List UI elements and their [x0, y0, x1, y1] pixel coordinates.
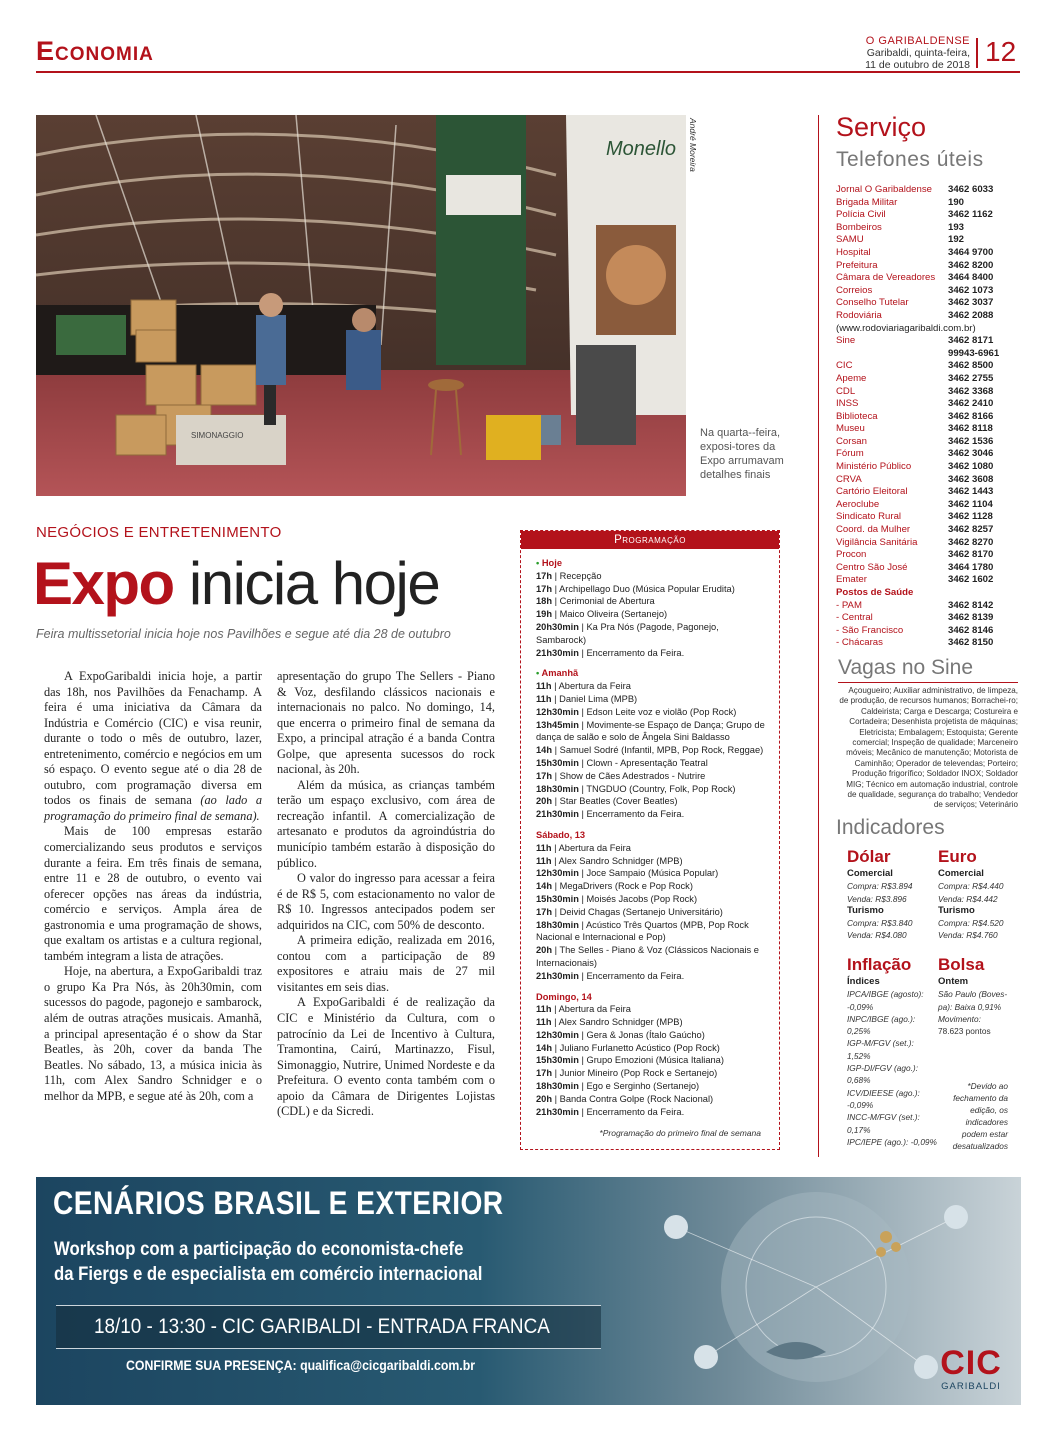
- inflacao-title: Inflação: [847, 955, 912, 974]
- euro-title: Euro: [938, 847, 977, 866]
- indicadores-title: Indicadores: [836, 816, 945, 839]
- vagas-title: Vagas no Sine: [838, 656, 974, 679]
- programacao-event: 21h30min | Encerramento da Feira.: [536, 1106, 685, 1117]
- programacao-event: 17h | Archipellago Duo (Música Popular Erudita): [536, 583, 735, 594]
- photo-caption: Na quarta--feira, exposi-tores da Expo arrumavam detalhes finais: [700, 427, 784, 481]
- inflacao-line: 0,17%: [847, 1124, 871, 1135]
- expo-pavilion-illustration: [36, 115, 686, 496]
- programacao-event: 20h30min | Ka Pra Nós (Pagode, Pagonejo, Sambarock): [536, 621, 719, 645]
- euro-comercial-venda: Venda: R$4.442: [938, 893, 998, 904]
- article-column-2: [277, 669, 495, 1120]
- phone-row: Vigilância Sanitária 3462 8270: [836, 536, 994, 548]
- article-subhead: Feira multissetorial inicia hoje nos Pavilhões e segue até dia 28 de outubro: [36, 627, 451, 641]
- section-title: Economia: [36, 36, 154, 66]
- euro-comercial-label: Comercial: [938, 868, 984, 879]
- phone-row: Ministério Público 3462 1080: [836, 461, 994, 473]
- header-rule: [36, 71, 1020, 73]
- programacao-event: 18h | Cerimonial de Abertura: [536, 596, 655, 607]
- phone-row: (www.rodoviariagaribaldi.com.br): [836, 322, 976, 334]
- ad-banner[interactable]: [36, 1177, 1021, 1405]
- cic-logo-sub: GARIBALDI: [941, 1381, 1001, 1392]
- programacao-event: 14h | MegaDrivers (Rock e Pop Rock): [536, 881, 693, 892]
- euro-turismo-label: Turismo: [938, 904, 975, 916]
- masthead: [865, 35, 970, 71]
- phone-row: Jornal O Garibaldense 3462 6033: [836, 184, 994, 195]
- inflacao-line: 1,52%: [847, 1050, 871, 1061]
- euro-comercial-compra: Compra: R$4.440: [938, 881, 1004, 892]
- paragraph: apresentação do grupo The Sellers - Piano & Voz, desfilando clássicos nacionais e internacionais no palco. No domingo, 14, que encerra o primeiro final de semana da Expo, a principal atração é a banda Contra Golpe, que apresenta sucessos do rock nacional, às 20h.: [277, 669, 495, 777]
- indicadores-note: *Devido ao fechamento da edição, os indicadores podem estar desatualizados: [952, 1081, 1008, 1151]
- inflacao-line: INCC-M/FGV (set.):: [847, 1112, 920, 1123]
- programacao-event: 17h | Junior Mineiro (Pop Rock e Sertanejo): [536, 1068, 718, 1079]
- programacao-day: Sábado, 13: [536, 829, 586, 840]
- programacao-event: 15h30min | Clown - Apresentação Teatral: [536, 757, 708, 768]
- phone-row: CDL 3462 3368: [836, 385, 994, 397]
- phone-row: INSS 3462 2410: [836, 398, 994, 410]
- dolar-block: [847, 846, 935, 942]
- programacao-event: 21h30min | Encerramento da Feira.: [536, 809, 685, 820]
- programacao-day: • Amanhã: [536, 668, 579, 679]
- euro-block: [938, 846, 1023, 942]
- euro-turismo-venda: Venda: R$4.760: [938, 930, 998, 941]
- programacao-day: • Hoje: [536, 558, 562, 568]
- programacao-event: 14h | Juliano Furlanetto Acústico (Pop Rock): [536, 1042, 720, 1053]
- phone-row: - PAM 3462 8142: [836, 599, 994, 611]
- article-headline: [33, 549, 439, 619]
- paragraph: O valor do ingresso para acessar a feira é de R$ 5, com estacionamento no valor de R$ 10. Ingressos antecipados podem ser adquiridos na CIC, com 50% de desconto.: [277, 871, 495, 932]
- dolar-turismo-venda: Venda: R$4.080: [847, 930, 907, 941]
- phone-row: Brigada Militar 190: [836, 196, 965, 208]
- inflacao-line: IPCA/IBGE (agosto):: [847, 989, 924, 1000]
- programacao-event: 12h30min | Gera & Jonas (Ítalo Gaúcho): [536, 1029, 705, 1040]
- phone-row: Biblioteca 3462 8166: [836, 410, 994, 422]
- signage-text: Monello: [606, 138, 677, 160]
- bolsa-line: 78.623 pontos: [938, 1026, 991, 1037]
- dolar-turismo-label: Turismo: [847, 904, 884, 916]
- page-number: 12: [985, 36, 1017, 67]
- programacao-event: 11h | Abertura da Feira: [536, 681, 631, 692]
- page-number-divider: [976, 38, 978, 68]
- inflacao-line: -0,09%: [847, 1001, 874, 1012]
- programacao-event: 11h | Abertura da Feira: [536, 1004, 631, 1015]
- inflacao-lines: [847, 988, 937, 1148]
- inflacao-line: 0,68%: [847, 1075, 871, 1086]
- programacao-event: 17h | Show de Cães Adestrados - Nutrire: [536, 770, 706, 781]
- italic-aside: (ao lado a programação do primeiro final de semana).: [44, 793, 262, 823]
- inflacao-line: 0,25%: [847, 1026, 871, 1037]
- ad-subtitle-line: da Fiergs e de especialista em comércio internacional: [54, 1264, 483, 1285]
- inflacao-label: Índices: [847, 976, 880, 987]
- dolar-title: Dólar: [847, 847, 891, 866]
- article-column-1: [44, 669, 262, 1104]
- phone-row: - Chácaras 3462 8150: [836, 637, 994, 649]
- phone-row: Cartório Eleitoral 3462 1443: [836, 486, 994, 498]
- programacao-event: 21h30min | Encerramento da Feira.: [536, 647, 685, 658]
- phone-row: CIC 3462 8500: [836, 360, 994, 372]
- cic-logo-text: CIC: [940, 1344, 1002, 1382]
- phone-row: - São Francisco 3462 8146: [836, 624, 994, 636]
- cic-logo: [931, 1345, 1011, 1392]
- phone-row: Correios 3462 1073: [836, 284, 994, 296]
- photo-credit: André Moreira: [688, 118, 698, 172]
- expo-photo: [36, 115, 686, 496]
- dolar-turismo-compra: Compra: R$3.840: [847, 918, 913, 929]
- ad-subtitle-line: Workshop com a participação do economista-chefe: [54, 1239, 464, 1260]
- phones-title: Telefones úteis: [836, 148, 984, 171]
- bolsa-line: pa): Baixa 0,91%: [938, 1001, 1002, 1012]
- bullet-icon: •: [536, 558, 542, 568]
- vagas-rule: [838, 682, 1018, 683]
- programacao-event: 12h30min | Edson Leite voz e violão (Pop Rock): [536, 706, 737, 717]
- phone-row: Hospital 3464 9700: [836, 246, 994, 258]
- sidebar-divider: [818, 115, 819, 1157]
- phone-row: Procon 3462 8170: [836, 549, 994, 561]
- box-label: SIMONAGGIO: [191, 431, 244, 440]
- phone-row: Sindicato Rural 3462 1128: [836, 511, 993, 523]
- phone-row: Corsan 3462 1536: [836, 435, 994, 447]
- programacao-event: 20h | Star Beatles (Cover Beatles): [536, 796, 678, 807]
- article-kicker: NEGÓCIOS E ENTRETENIMENTO: [36, 524, 282, 541]
- programacao-title: Programação: [521, 531, 779, 549]
- bullet-icon: •: [536, 668, 542, 679]
- phone-row: Câmara de Vereadores 3464 8400: [836, 272, 994, 284]
- paragraph: Hoje, na abertura, a ExpoGaribaldi traz o grupo Ka Pra Nós, às 20h30min, com sucessos do pagode, pagonejo e sambarock, além de outras atrações musicais. Amanhã, a principal apresentação é o show da Star Beatles, às 20h, cover da banda The Beatles. No sábado, 13, a música inicia às 11h, com Alex Sandro Schnidger e o melhor da MPB, e segue até às 20h, com a: [44, 964, 262, 1103]
- programacao-event: 17h | Recepção: [536, 570, 602, 581]
- programacao-event: 18h30min | Ego e Serginho (Sertanejo): [536, 1081, 700, 1092]
- programacao-event: 11h | Abertura da Feira: [536, 842, 631, 853]
- paragraph: Mais de 100 empresas estarão comercializando seus produtos e serviços durante a feira. Em três finais de semana, entre 11 e 28 de outubro, o evento vai oferecer opções nas áreas da indústria, comércio e serviços. Ampla área de gastronomia e uma programação de shows, que exaltam os artistas e a cultura regional, também integram a lista de atrações.: [44, 824, 262, 963]
- paragraph: A primeira edição, realizada em 2016, contou com a participação de 89 expositores e atraiu mais de 27 mil visitantes em seis dias.: [277, 933, 495, 994]
- paragraph: A ExpoGaribaldi inicia hoje, a partir das 18h, nos Pavilhões da Fenachamp. A feira é uma iniciativa da Câmara da Indústria e Comércio (CIC) e visa reunir, durante o todo o mês de outubro, lazer, entretenimento, comércio e negócios em um só espaço. O evento segue até o dia 28 de outubro, com programação diversa em todos os finais de semana (ao lado a programação do primeiro final de semana).: [44, 669, 262, 823]
- phone-row: CRVA 3462 3608: [836, 473, 994, 485]
- dateline-date: 11 de outubro de 2018: [865, 59, 970, 71]
- headline-bold: Expo: [33, 550, 174, 617]
- programacao-event: 20h | The Selles - Piano & Voz (Clássicos Nacionais e Internacionais): [536, 945, 759, 968]
- phone-row: Museu 3462 8118: [836, 423, 993, 435]
- programacao-event: 12h30min | Joce Sampaio (Música Popular): [536, 868, 719, 879]
- dolar-comercial-venda: Venda: R$3.896: [847, 893, 907, 904]
- phone-row: Conselho Tutelar 3462 3037: [836, 297, 994, 309]
- phone-row: SAMU 192: [836, 234, 965, 246]
- programacao-note: *Programação do primeiro final de semana: [599, 1128, 761, 1139]
- programacao-event: 20h | Banda Contra Golpe (Rock Nacional): [536, 1093, 714, 1104]
- programacao-box: [520, 530, 780, 1150]
- bolsa-title: Bolsa: [938, 955, 985, 974]
- paragraph: Além da música, as crianças também terão um espaço exclusivo, com área de recreação infantil. A comercialização de artesanato e produtos da agroindústria do município também estarão à disposição do público.: [277, 777, 495, 870]
- programacao-event: 18h30min | Acústico Três Quartos (MPB, Pop Rock Nacional e Internacional e Pop): [536, 919, 749, 943]
- phone-row: Centro São José 3464 1780: [836, 561, 994, 573]
- programacao-event: 17h | Deivid Chagas (Sertanejo Universitário): [536, 906, 723, 917]
- inflacao-block: [847, 954, 937, 1148]
- bolsa-line: Movimento:: [938, 1013, 981, 1024]
- vagas-text: Açougueiro; Auxiliar administrativo, de limpeza, de produção, de recursos humanos; Borrachei-ro; Caldeirista; Carga e Descarga; Costureira e Cortadeira; Desenhista projetista de máquinas; Eletricista; Embalagem; Estoquista; Gerente comercial; Inspeção de qualidade; Marceneiro móveis; Mecânico de manutenção; Motorista de Caminhão; Operador de televendas; Porteiro; Produção frigorífico; Soldador INOX; Soldador MIG; Técnico em automação industrial, controle de qualidade, segurança do trabalho; Vendedor de serviços; Veterinário: [839, 686, 1018, 810]
- bolsa-line: São Paulo (Boves-: [938, 989, 1008, 1000]
- programacao-list: [521, 549, 779, 1118]
- ad-confirm-link[interactable]: CONFIRME SUA PRESENÇA: qualifica@cicgaribaldi.com.br: [126, 1357, 476, 1373]
- dateline-weekday: Garibaldi, quinta-feira,: [866, 47, 970, 59]
- phone-row: Bombeiros 193: [836, 221, 965, 233]
- programacao-event: 11h | Daniel Lima (MPB): [536, 693, 638, 704]
- euro-turismo-compra: Compra: R$4.520: [938, 918, 1004, 929]
- phone-row: Emater 3462 1602: [836, 574, 994, 586]
- bolsa-block: [938, 954, 1023, 1037]
- phone-row: Aeroclube 3462 1104: [836, 498, 993, 510]
- programacao-event: 18h30min | TNGDUO (Country, Folk, Pop Rock): [536, 783, 736, 794]
- programacao-event: 14h | Samuel Sodré (Infantil, MPB, Pop Rock, Reggae): [536, 745, 764, 756]
- paragraph: A ExpoGaribaldi é de realização da CIC e Ministério da Cultura, com o patrocínio da Lei de Incentivo à Cultura, Tramontina, Cairú, Martinazzo, Fisul, Simonaggio, Nutrire, Unimed Nordeste e da Prefeitura. O evento conta também com o apoio da Câmara de Dirigentes Lojistas (CDL) e da Sicredi.: [277, 995, 495, 1119]
- phone-row: Rodoviária 3462 2088: [836, 309, 994, 321]
- phone-row: Prefeitura 3462 8200: [836, 259, 994, 271]
- phone-row: Coord. da Mulher 3462 8257: [836, 524, 994, 536]
- inflacao-line: -0,09%: [847, 1099, 874, 1110]
- programacao-event: 15h30min | Grupo Emozioni (Música Italiana): [536, 1055, 724, 1066]
- servico-title: Serviço: [836, 112, 927, 142]
- phone-list: [836, 184, 1026, 650]
- ad-date-bar: [56, 1305, 601, 1349]
- phone-row: - Central 3462 8139: [836, 612, 994, 624]
- phone-row: Fórum 3462 3046: [836, 448, 994, 460]
- headline-rest: inicia hoje: [188, 550, 440, 617]
- programacao-event: 21h30min | Encerramento da Feira.: [536, 970, 685, 981]
- dolar-comercial-compra: Compra: R$3.894: [847, 881, 913, 892]
- programacao-event: 19h | Maico Oliveira (Sertanejo): [536, 609, 668, 620]
- programacao-day: Domingo, 14: [536, 991, 592, 1002]
- programacao-event: 15h30min | Moisés Jacobs (Pop Rock): [536, 893, 698, 904]
- programacao-event: 11h | Alex Sandro Schnidger (MPB): [536, 855, 683, 866]
- ad-subtitle: [54, 1237, 482, 1287]
- inflacao-line: ICV/DIEESE (ago.):: [847, 1087, 920, 1098]
- ad-title: CENÁRIOS BRASIL E EXTERIOR: [53, 1185, 504, 1221]
- dolar-comercial-label: Comercial: [847, 868, 893, 879]
- phone-row: Apeme 3462 2755: [836, 372, 994, 384]
- ad-date: 18/10 - 13:30 - CIC GARIBALDI - ENTRADA FRANCA: [94, 1315, 550, 1338]
- programacao-event: 13h45min | Movimente-se Espaço de Dança; Grupo de dança de salão e solo de Ângela Sini Baldasso: [536, 719, 765, 743]
- programacao-event: 11h | Alex Sandro Schnidger (MPB): [536, 1017, 683, 1028]
- phone-row: Sine 3462 8171: [836, 335, 994, 347]
- inflacao-line: IPC/IEPE (ago.): -0,09%: [847, 1136, 937, 1147]
- health-posts-title: Postos de Saúde: [836, 587, 914, 598]
- inflacao-line: IGP-DI/FGV (ago.):: [847, 1063, 918, 1074]
- bolsa-label: Ontem: [938, 976, 969, 987]
- newspaper-name: O GARIBALDENSE: [865, 35, 970, 47]
- inflacao-line: IGP-M/FGV (set.):: [847, 1038, 914, 1049]
- phone-row: Polícia Civil 3462 1162: [836, 209, 993, 221]
- inflacao-line: INPC/IBGE (ago.):: [847, 1013, 916, 1024]
- phone-row: 99943-6961: [948, 347, 1000, 359]
